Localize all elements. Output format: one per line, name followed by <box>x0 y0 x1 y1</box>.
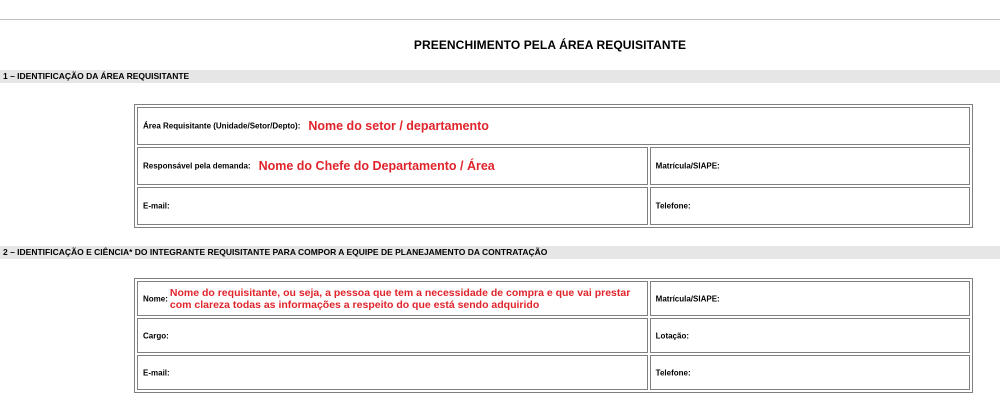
cargo-label: Cargo: <box>143 331 169 341</box>
area-requisitante-table <box>134 104 973 228</box>
table-row <box>137 355 970 390</box>
integrante-requisitante-table <box>134 278 973 393</box>
telefone-field-2[interactable] <box>650 355 970 390</box>
nome-field[interactable] <box>137 281 648 316</box>
telefone-label: Telefone: <box>655 201 691 211</box>
email-field[interactable] <box>137 187 648 225</box>
telefone-field[interactable] <box>650 187 970 225</box>
email-label-2: E-mail: <box>143 368 170 378</box>
responsavel-field[interactable] <box>137 147 648 185</box>
table-row <box>137 147 970 185</box>
page-title: PREENCHIMENTO PELA ÁREA REQUISITANTE <box>413 38 687 52</box>
cargo-field[interactable] <box>137 318 648 353</box>
nome-value: Nome do requisitante, ou seja, a pessoa que tem a necessidade de compra e que vai prestar com clareza todas as informações a respeito do que está sendo adquirido <box>169 286 631 311</box>
telefone-label-2: Telefone: <box>655 368 691 378</box>
top-divider <box>0 19 1000 20</box>
matricula-field[interactable] <box>650 147 970 185</box>
matricula-field-2[interactable] <box>650 281 970 316</box>
email-field-2[interactable] <box>137 355 648 390</box>
table-row <box>137 281 970 316</box>
area-requisitante-value: Nome do setor / departamento <box>308 119 489 133</box>
matricula-label: Matrícula/SIAPE: <box>655 161 720 171</box>
section-1-heading: 1 – IDENTIFICAÇÃO DA ÁREA REQUISITANTE <box>0 70 1000 83</box>
responsavel-label: Responsável pela demanda: <box>143 161 251 171</box>
email-label: E-mail: <box>143 201 170 211</box>
table-row <box>137 187 970 225</box>
area-requisitante-label: Área Requisitante (Unidade/Setor/Depto): <box>143 121 301 131</box>
table-row <box>137 318 970 353</box>
responsavel-value: Nome do Chefe do Departamento / Área <box>258 159 495 173</box>
table-row <box>137 107 970 145</box>
lotacao-field[interactable] <box>650 318 970 353</box>
section-2-heading: 2 – IDENTIFICAÇÃO E CIÊNCIA* DO INTEGRANTE REQUISITANTE PARA COMPOR A EQUIPE DE PLANEJAMENTO DA CONTRATAÇÃO <box>0 246 1000 259</box>
lotacao-label: Lotação: <box>655 331 690 341</box>
area-requisitante-field[interactable] <box>137 107 970 145</box>
nome-label: Nome: <box>143 294 168 303</box>
matricula-label-2: Matrícula/SIAPE: <box>655 294 720 304</box>
